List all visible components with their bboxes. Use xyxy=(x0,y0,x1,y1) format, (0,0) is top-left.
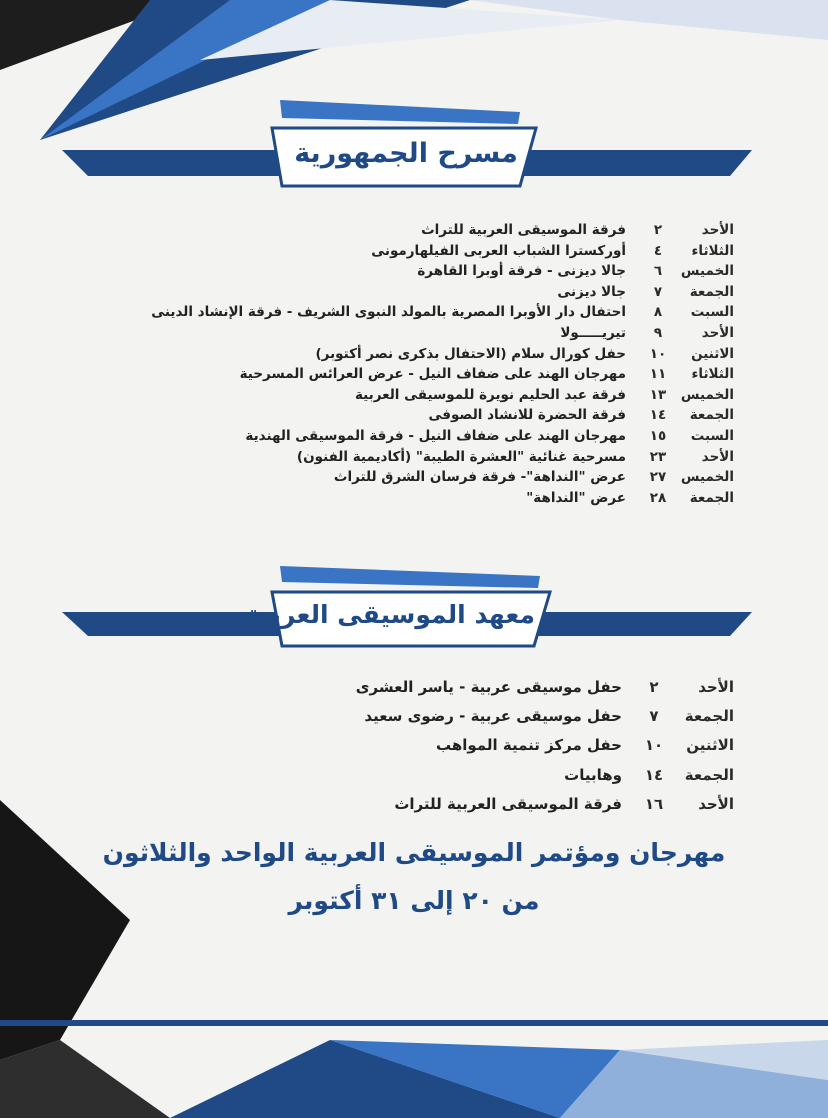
schedule-row xyxy=(74,325,734,346)
schedule-date: ٧ xyxy=(653,283,663,300)
schedule-day: السبت xyxy=(690,427,734,444)
schedule-event: مهرجان الهند على ضفاف النيل - فرقة الموسيقى الهندية xyxy=(245,427,626,444)
schedule-day: الاثنين xyxy=(686,736,734,755)
schedule-event: فرقة الحضرة للانشاد الصوفى xyxy=(428,407,626,424)
schedule-date: ٢ xyxy=(653,222,663,238)
schedule-row xyxy=(174,766,734,795)
schedule-day: الجمعة xyxy=(689,489,734,506)
schedule-event: تيريـــــولا xyxy=(560,324,626,341)
schedule-date: ٢ xyxy=(649,678,659,696)
schedule-event: فرقة الموسيقى العربية للتراث xyxy=(394,794,622,813)
schedule-row xyxy=(74,346,734,367)
section2-schedule xyxy=(174,678,734,824)
schedule-day: السبت xyxy=(690,304,734,321)
schedule-row xyxy=(174,795,734,824)
schedule-event: عرض "النداهة" xyxy=(526,489,626,506)
schedule-date: ٧ xyxy=(649,707,659,726)
schedule-date: ١٣ xyxy=(649,386,667,403)
schedule-day: الجمعة xyxy=(684,707,734,726)
schedule-event: وهابيات xyxy=(564,765,622,784)
schedule-row xyxy=(74,469,734,490)
festival-line2: من ٢٠ إلى ٣١ أكتوبر xyxy=(288,886,540,915)
section1-title: مسرح الجمهورية xyxy=(294,138,518,169)
schedule-event: حفل مركز تنمية المواهب xyxy=(435,736,622,755)
schedule-row xyxy=(74,387,734,408)
schedule-day: الأحد xyxy=(701,448,734,465)
schedule-day: الخميس xyxy=(680,386,734,403)
banner1-right-blade xyxy=(510,150,752,176)
schedule-event: فرقة عبد الحليم نويرة للموسيقى العربية xyxy=(354,386,626,403)
schedule-day: الخميس xyxy=(680,469,734,486)
schedule-event: أوركسترا الشباب العربى الفيلهارمونى xyxy=(371,242,626,259)
schedule-date: ٤ xyxy=(653,242,663,259)
schedule-date: ٨ xyxy=(653,304,663,321)
schedule-event: حفل موسيقى عربية - ياسر العشرى xyxy=(355,678,622,696)
banner2-top-accent xyxy=(280,566,540,588)
schedule-row xyxy=(74,222,734,243)
schedule-date: ١٠ xyxy=(644,736,664,755)
schedule-event: حفل موسيقى عربية - رضوى سعيد xyxy=(364,707,622,726)
schedule-day: الثلاثاء xyxy=(691,366,734,383)
banner1-left-blade xyxy=(62,150,290,176)
schedule-event: حفل كورال سلام (الاحتفال بذكرى نصر أكتوبر) xyxy=(315,345,626,362)
schedule-date: ١٠ xyxy=(649,345,667,362)
schedule-day: الخميس xyxy=(680,263,734,280)
schedule-day: الثلاثاء xyxy=(691,242,734,259)
schedule-day: الجمعة xyxy=(689,407,734,424)
schedule-date: ١٤ xyxy=(644,765,664,784)
schedule-date: ١٦ xyxy=(644,794,664,813)
schedule-day: الأحد xyxy=(701,324,734,341)
schedule-event: جالا ديزنى xyxy=(557,283,626,300)
schedule-row xyxy=(74,243,734,264)
schedule-event: مهرجان الهند على ضفاف النيل - عرض العرائس المسرحية xyxy=(239,366,626,383)
schedule-event: احتفال دار الأوبرا المصرية بالمولد النبوى الشريف - فرقة الإنشاد الدينى xyxy=(151,304,626,321)
schedule-row xyxy=(74,366,734,387)
schedule-date: ٢٣ xyxy=(649,448,667,465)
schedule-event: جالا ديزنى - فرقة أوبرا القاهرة xyxy=(417,263,626,280)
schedule-row xyxy=(74,304,734,325)
schedule-date: ١٥ xyxy=(649,427,667,444)
schedule-day: الأحد xyxy=(698,678,734,696)
schedule-row xyxy=(174,707,734,736)
schedule-day: الجمعة xyxy=(684,765,734,784)
schedule-event: مسرحية غنائية "العشرة الطيبة" (أكاديمية الفنون) xyxy=(296,448,626,465)
schedule-row xyxy=(174,678,734,707)
schedule-day: الأحد xyxy=(701,222,734,238)
schedule-date: ٢٨ xyxy=(649,489,667,506)
festival-line1: مهرجان ومؤتمر الموسيقى العربية الواحد والثلاثون xyxy=(102,838,726,867)
schedule-day: الاثنين xyxy=(691,345,734,362)
schedule-row xyxy=(74,407,734,428)
schedule-day: الأحد xyxy=(698,794,734,813)
schedule-row xyxy=(74,284,734,305)
schedule-row xyxy=(74,449,734,470)
banner2-right-blade xyxy=(520,612,752,636)
section2-title: معهد الموسيقى العربية xyxy=(246,600,535,629)
schedule-date: ٢٧ xyxy=(649,469,667,486)
schedule-row xyxy=(74,428,734,449)
schedule-row xyxy=(74,263,734,284)
schedule-date: ٦ xyxy=(653,263,663,280)
section1-schedule xyxy=(74,222,734,510)
banner1-top-accent xyxy=(280,100,520,124)
schedule-date: ١٤ xyxy=(649,407,667,424)
bottom-band-line xyxy=(0,1020,828,1026)
schedule-row xyxy=(74,490,734,511)
schedule-row xyxy=(174,736,734,765)
schedule-event: عرض "النداهة"- فرقة فرسان الشرق للتراث xyxy=(333,469,626,486)
schedule-date: ١١ xyxy=(649,366,667,383)
schedule-day: الجمعة xyxy=(689,283,734,300)
left-gray-shard xyxy=(0,1040,170,1118)
schedule-date: ٩ xyxy=(653,324,663,341)
schedule-event: فرقة الموسيقى العربية للتراث xyxy=(421,222,626,238)
